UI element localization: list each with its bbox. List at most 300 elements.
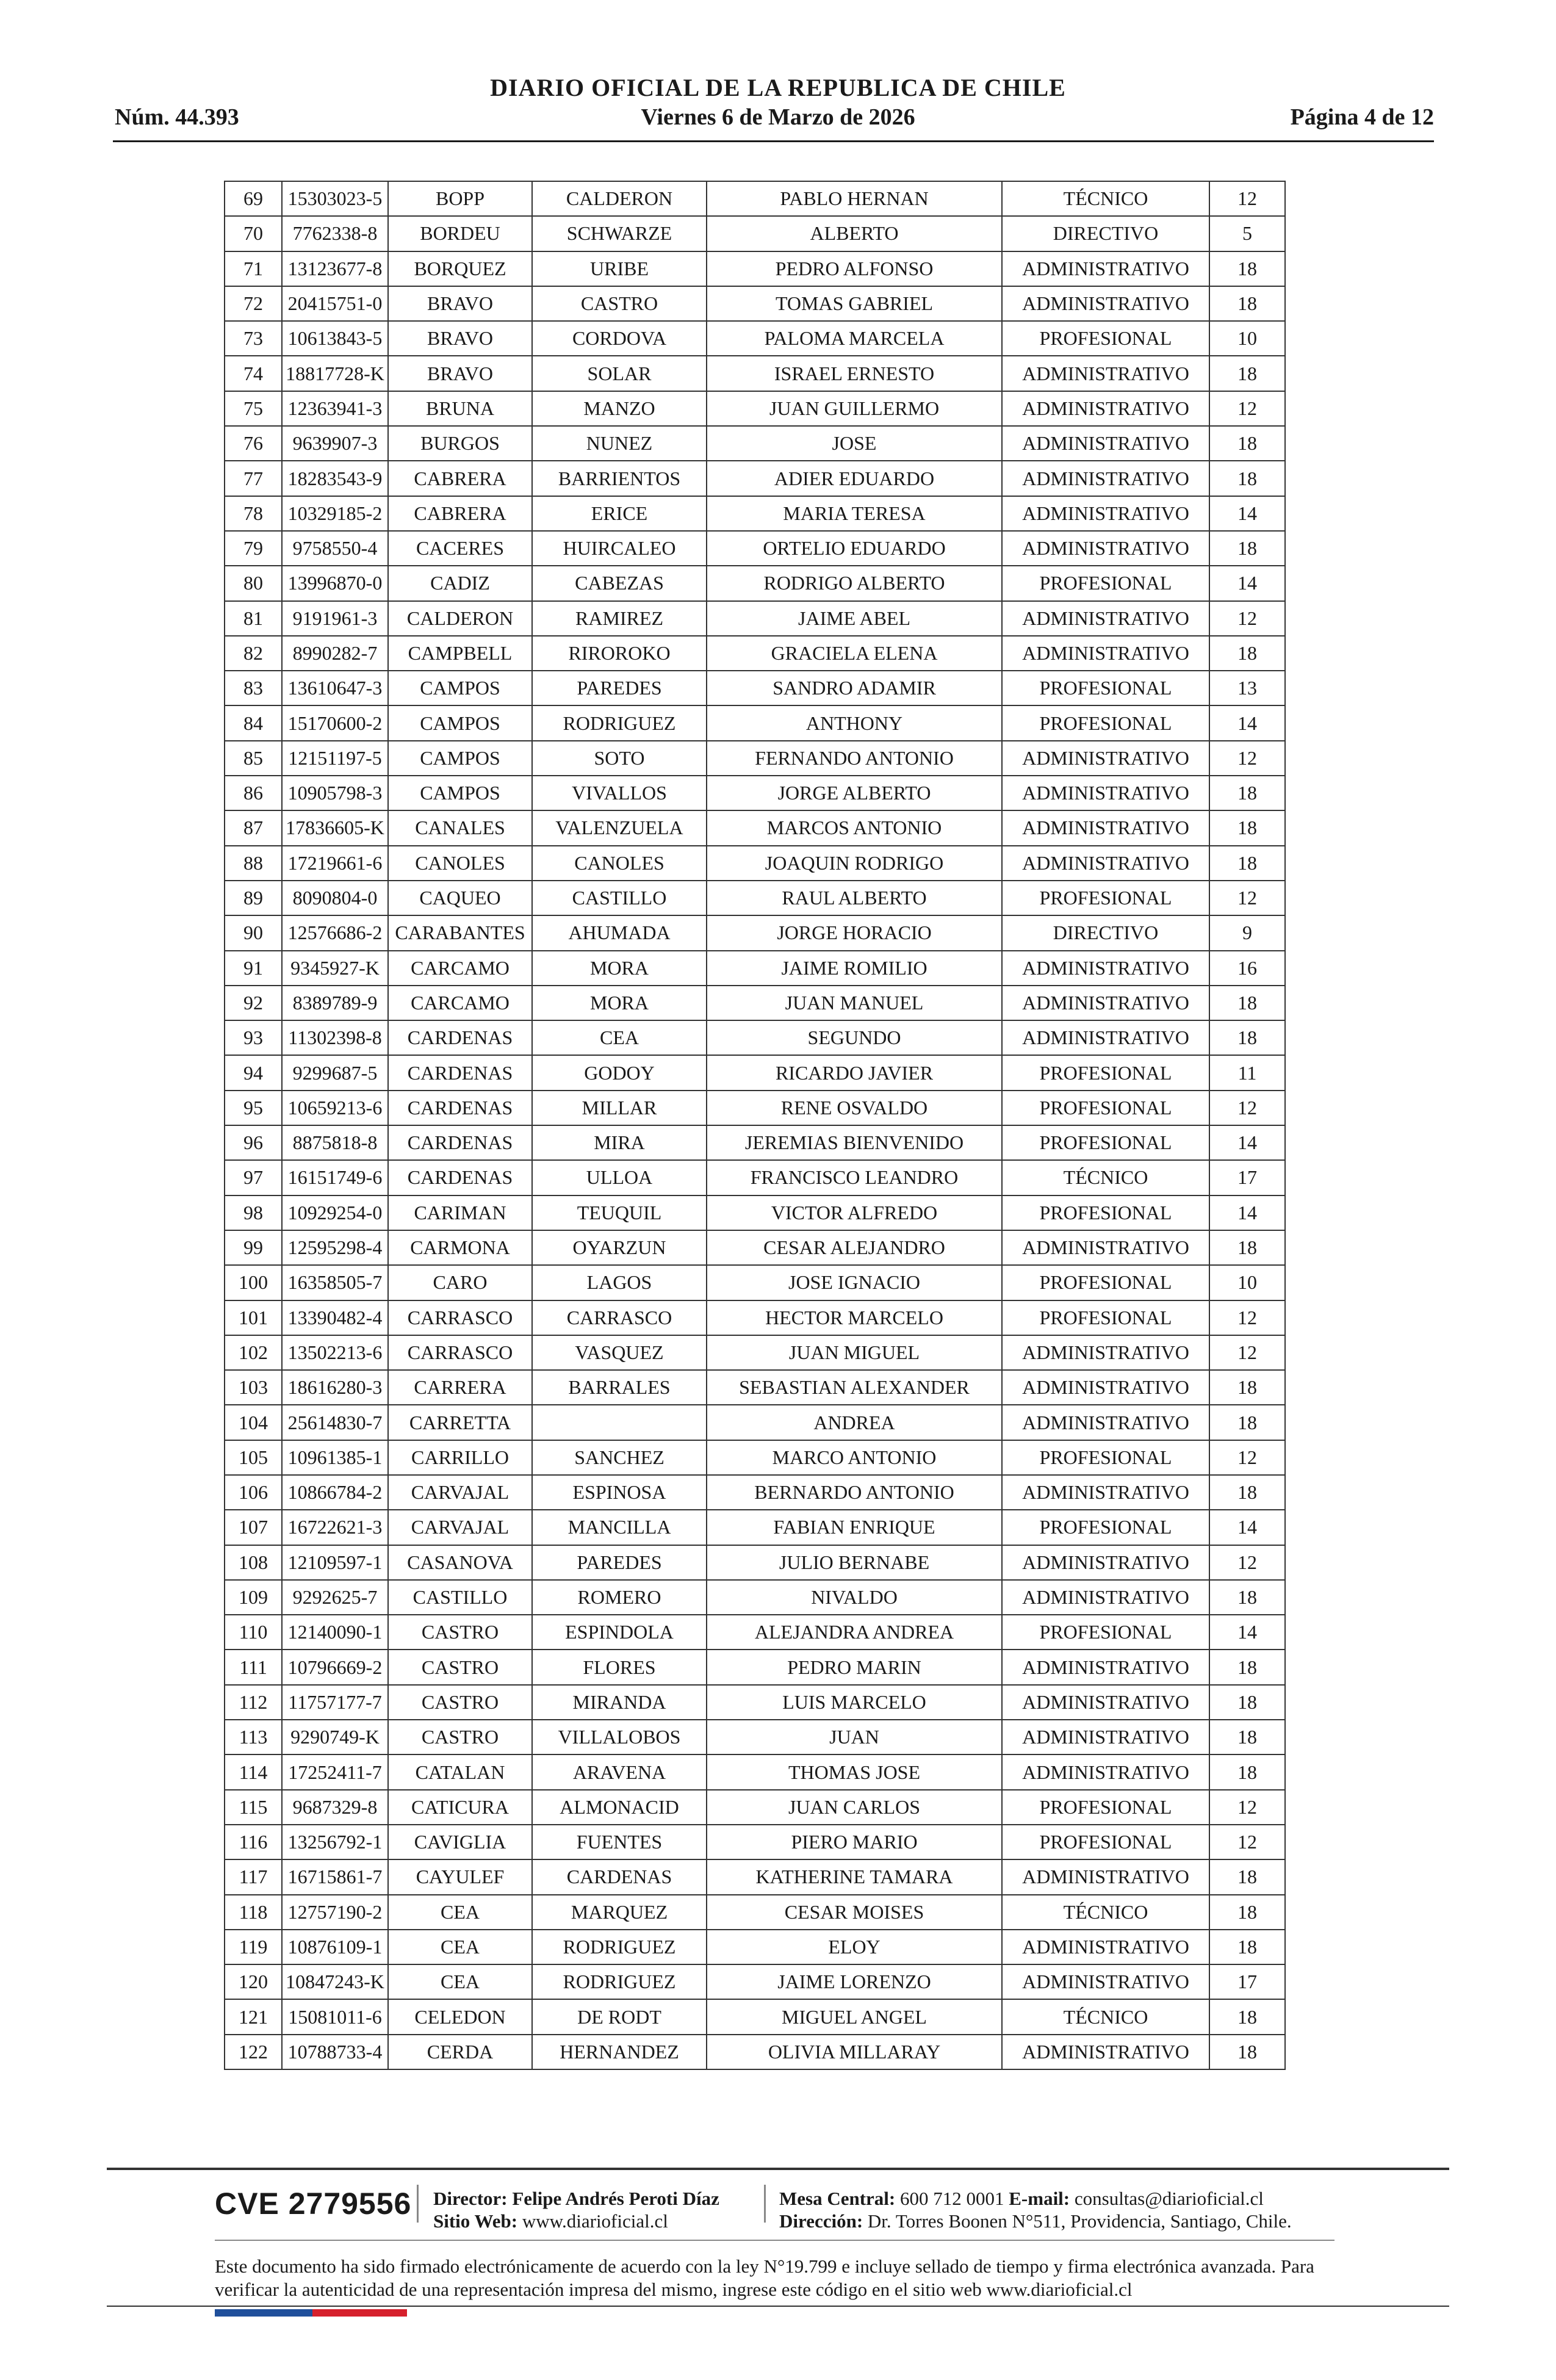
given-names-cell: SANDRO ADAMIR	[707, 671, 1002, 705]
rut-cell: 10876109-1	[282, 1930, 388, 1964]
website-label: Sitio Web:	[433, 2210, 518, 2232]
row-number: 78	[225, 496, 282, 531]
category-cell: ADMINISTRATIVO	[1002, 1405, 1209, 1440]
given-names-cell: VICTOR ALFREDO	[707, 1195, 1002, 1230]
given-names-cell: ALEJANDRA ANDREA	[707, 1615, 1002, 1650]
given-names-cell: KATHERINE TAMARA	[707, 1859, 1002, 1894]
first-surname-cell: CARCAMO	[388, 986, 532, 1020]
second-surname-cell: AHUMADA	[532, 915, 707, 950]
table-row	[225, 1895, 1285, 1930]
given-names-cell: JUAN	[707, 1720, 1002, 1754]
second-surname-cell: URIBE	[532, 251, 707, 286]
table-row	[225, 2035, 1285, 2069]
row-number: 99	[225, 1230, 282, 1265]
category-cell: PROFESIONAL	[1002, 1265, 1209, 1300]
grade-cell: 12	[1209, 1335, 1285, 1370]
category-cell: PROFESIONAL	[1002, 671, 1209, 705]
rut-cell: 12757190-2	[282, 1895, 388, 1930]
table-row	[225, 1790, 1285, 1825]
rut-cell: 9758550-4	[282, 531, 388, 566]
first-surname-cell: CAMPOS	[388, 671, 532, 705]
row-number: 71	[225, 251, 282, 286]
category-cell: ADMINISTRATIVO	[1002, 2035, 1209, 2069]
rut-cell: 18817728-K	[282, 356, 388, 391]
grade-cell: 12	[1209, 601, 1285, 636]
second-surname-cell: CALDERON	[532, 181, 707, 216]
category-cell: PROFESIONAL	[1002, 321, 1209, 356]
second-surname-cell: RODRIGUEZ	[532, 1964, 707, 1999]
row-number: 110	[225, 1615, 282, 1650]
second-surname-cell: HUIRCALEO	[532, 531, 707, 566]
row-number: 94	[225, 1055, 282, 1090]
table-row	[225, 1825, 1285, 1859]
category-cell: DIRECTIVO	[1002, 915, 1209, 950]
first-surname-cell: CEA	[388, 1964, 532, 1999]
table-body	[225, 181, 1285, 2069]
given-names-cell: PEDRO ALFONSO	[707, 251, 1002, 286]
second-surname-cell: BARRALES	[532, 1370, 707, 1405]
first-surname-cell: CAMPOS	[388, 705, 532, 740]
table-row	[225, 1230, 1285, 1265]
table-row	[225, 1020, 1285, 1055]
grade-cell: 18	[1209, 461, 1285, 496]
grade-cell: 12	[1209, 1790, 1285, 1825]
grade-cell: 12	[1209, 741, 1285, 776]
address-text: Dr. Torres Boonen N°511, Providencia, Santiago, Chile.	[867, 2210, 1292, 2232]
given-names-cell: ELOY	[707, 1930, 1002, 1964]
first-surname-cell: BRAVO	[388, 356, 532, 391]
first-surname-cell: CAMPOS	[388, 776, 532, 810]
second-surname-cell: CARRASCO	[532, 1300, 707, 1335]
grade-cell: 16	[1209, 951, 1285, 986]
rut-cell: 9290749-K	[282, 1720, 388, 1754]
category-cell: PROFESIONAL	[1002, 1790, 1209, 1825]
table-row	[225, 776, 1285, 810]
table-row	[225, 1405, 1285, 1440]
given-names-cell: PIERO MARIO	[707, 1825, 1002, 1859]
second-surname-cell: VASQUEZ	[532, 1335, 707, 1370]
given-names-cell: MIGUEL ANGEL	[707, 1999, 1002, 2034]
row-number: 100	[225, 1265, 282, 1300]
grade-cell: 10	[1209, 321, 1285, 356]
grade-cell: 12	[1209, 181, 1285, 216]
table-row	[225, 1160, 1285, 1195]
table-row	[225, 1650, 1285, 1684]
given-names-cell: JULIO BERNABE	[707, 1545, 1002, 1580]
footer-bottom-divider	[107, 2306, 1449, 2307]
table-row	[225, 391, 1285, 426]
second-surname-cell: ERICE	[532, 496, 707, 531]
category-cell: ADMINISTRATIVO	[1002, 1475, 1209, 1510]
given-names-cell: ANDREA	[707, 1405, 1002, 1440]
first-surname-cell: CATALAN	[388, 1754, 532, 1789]
second-surname-cell: ROMERO	[532, 1580, 707, 1615]
table-row	[225, 915, 1285, 950]
category-cell: ADMINISTRATIVO	[1002, 1650, 1209, 1684]
row-number: 104	[225, 1405, 282, 1440]
row-number: 108	[225, 1545, 282, 1580]
grade-cell: 17	[1209, 1964, 1285, 1999]
rut-cell: 10905798-3	[282, 776, 388, 810]
email-label: E-mail:	[1009, 2188, 1070, 2209]
second-surname-cell: MORA	[532, 986, 707, 1020]
first-surname-cell: CARDENAS	[388, 1091, 532, 1125]
grade-cell: 18	[1209, 1230, 1285, 1265]
given-names-cell: JOAQUIN RODRIGO	[707, 846, 1002, 881]
rut-cell: 16715861-7	[282, 1859, 388, 1894]
category-cell: ADMINISTRATIVO	[1002, 1754, 1209, 1789]
first-surname-cell: CARRILLO	[388, 1440, 532, 1475]
second-surname-cell: ULLOA	[532, 1160, 707, 1195]
table-row	[225, 601, 1285, 636]
first-surname-cell: CARDENAS	[388, 1125, 532, 1160]
row-number: 97	[225, 1160, 282, 1195]
first-surname-cell: CARDENAS	[388, 1055, 532, 1090]
given-names-cell: RICARDO JAVIER	[707, 1055, 1002, 1090]
second-surname-cell: MIRANDA	[532, 1685, 707, 1720]
given-names-cell: LUIS MARCELO	[707, 1685, 1002, 1720]
rut-cell: 12363941-3	[282, 391, 388, 426]
category-cell: ADMINISTRATIVO	[1002, 426, 1209, 461]
second-surname-cell: RODRIGUEZ	[532, 705, 707, 740]
rut-cell: 9687329-8	[282, 1790, 388, 1825]
director-line	[433, 2187, 719, 2210]
publication-title: DIARIO OFICIAL DE LA REPUBLICA DE CHILE	[490, 74, 1066, 101]
category-cell: PROFESIONAL	[1002, 1300, 1209, 1335]
rut-cell: 15081011-6	[282, 1999, 388, 2034]
grade-cell: 13	[1209, 671, 1285, 705]
table-row	[225, 881, 1285, 915]
second-surname-cell	[532, 1405, 707, 1440]
category-cell: ADMINISTRATIVO	[1002, 636, 1209, 671]
given-names-cell: ANTHONY	[707, 705, 1002, 740]
category-cell: ADMINISTRATIVO	[1002, 531, 1209, 566]
row-number: 121	[225, 1999, 282, 2034]
given-names-cell: ALBERTO	[707, 216, 1002, 251]
category-cell: ADMINISTRATIVO	[1002, 601, 1209, 636]
second-surname-cell: GODOY	[532, 1055, 707, 1090]
address-line	[779, 2210, 1292, 2232]
rut-cell: 7762338-8	[282, 216, 388, 251]
table-row	[225, 286, 1285, 321]
second-surname-cell: CARDENAS	[532, 1859, 707, 1894]
category-cell: ADMINISTRATIVO	[1002, 846, 1209, 881]
row-number: 106	[225, 1475, 282, 1510]
row-number: 112	[225, 1685, 282, 1720]
row-number: 114	[225, 1754, 282, 1789]
category-cell: ADMINISTRATIVO	[1002, 951, 1209, 986]
first-surname-cell: CABRERA	[388, 461, 532, 496]
table-row	[225, 426, 1285, 461]
row-number: 86	[225, 776, 282, 810]
grade-cell: 9	[1209, 915, 1285, 950]
given-names-cell: PABLO HERNAN	[707, 181, 1002, 216]
first-surname-cell: CADIZ	[388, 566, 532, 600]
table-row	[225, 636, 1285, 671]
table-row	[225, 531, 1285, 566]
director-label: Director:	[433, 2188, 508, 2209]
row-number: 91	[225, 951, 282, 986]
first-surname-cell: CALDERON	[388, 601, 532, 636]
rut-cell: 16358505-7	[282, 1265, 388, 1300]
second-surname-cell: RAMIREZ	[532, 601, 707, 636]
table-row	[225, 1720, 1285, 1754]
second-surname-cell: MANCILLA	[532, 1510, 707, 1545]
grade-cell: 18	[1209, 2035, 1285, 2069]
rut-cell: 13256792-1	[282, 1825, 388, 1859]
category-cell: ADMINISTRATIVO	[1002, 1930, 1209, 1964]
grade-cell: 18	[1209, 810, 1285, 845]
table-row	[225, 810, 1285, 845]
table-row	[225, 1195, 1285, 1230]
given-names-cell: CESAR ALEJANDRO	[707, 1230, 1002, 1265]
rut-cell: 9345927-K	[282, 951, 388, 986]
second-surname-cell: VALENZUELA	[532, 810, 707, 845]
grade-cell: 12	[1209, 1091, 1285, 1125]
first-surname-cell: CASANOVA	[388, 1545, 532, 1580]
second-surname-cell: CEA	[532, 1020, 707, 1055]
grade-cell: 12	[1209, 1545, 1285, 1580]
table-row	[225, 1370, 1285, 1405]
category-cell: ADMINISTRATIVO	[1002, 1580, 1209, 1615]
footer-separator	[417, 2185, 419, 2223]
grade-cell: 14	[1209, 496, 1285, 531]
rut-cell: 18616280-3	[282, 1370, 388, 1405]
row-number: 81	[225, 601, 282, 636]
first-surname-cell: CASTRO	[388, 1615, 532, 1650]
cve-code: CVE 2779556	[215, 2187, 412, 2221]
second-surname-cell: TEUQUIL	[532, 1195, 707, 1230]
grade-cell: 18	[1209, 286, 1285, 321]
second-surname-cell: CASTRO	[532, 286, 707, 321]
row-number: 116	[225, 1825, 282, 1859]
first-surname-cell: CARRERA	[388, 1370, 532, 1405]
row-number: 76	[225, 426, 282, 461]
row-number: 118	[225, 1895, 282, 1930]
second-surname-cell: PAREDES	[532, 1545, 707, 1580]
given-names-cell: CESAR MOISES	[707, 1895, 1002, 1930]
grade-cell: 17	[1209, 1160, 1285, 1195]
first-surname-cell: BOPP	[388, 181, 532, 216]
grade-cell: 12	[1209, 391, 1285, 426]
first-surname-cell: CEA	[388, 1930, 532, 1964]
second-surname-cell: ESPINOSA	[532, 1475, 707, 1510]
row-number: 92	[225, 986, 282, 1020]
rut-cell: 12595298-4	[282, 1230, 388, 1265]
row-number: 69	[225, 181, 282, 216]
given-names-cell: MARIA TERESA	[707, 496, 1002, 531]
first-surname-cell: CASTRO	[388, 1650, 532, 1684]
table-row	[225, 1754, 1285, 1789]
rut-cell: 10961385-1	[282, 1440, 388, 1475]
second-surname-cell: SOLAR	[532, 356, 707, 391]
rut-cell: 8389789-9	[282, 986, 388, 1020]
first-surname-cell: CAYULEF	[388, 1859, 532, 1894]
first-surname-cell: CASTRO	[388, 1685, 532, 1720]
phone-number: 600 712 0001	[900, 2188, 1004, 2209]
row-number: 77	[225, 461, 282, 496]
rut-cell: 12140090-1	[282, 1615, 388, 1650]
grade-cell: 14	[1209, 1615, 1285, 1650]
rut-cell: 9299687-5	[282, 1055, 388, 1090]
email-link[interactable]: consultas@diarioficial.cl	[1074, 2188, 1264, 2209]
given-names-cell: GRACIELA ELENA	[707, 636, 1002, 671]
first-surname-cell: CASTRO	[388, 1720, 532, 1754]
first-surname-cell: CEA	[388, 1895, 532, 1930]
rut-cell: 8990282-7	[282, 636, 388, 671]
first-surname-cell: CACERES	[388, 531, 532, 566]
row-number: 120	[225, 1964, 282, 1999]
table-row	[225, 951, 1285, 986]
table-row	[225, 1125, 1285, 1160]
table-row	[225, 1265, 1285, 1300]
rut-cell: 11302398-8	[282, 1020, 388, 1055]
grade-cell: 18	[1209, 1580, 1285, 1615]
category-cell: PROFESIONAL	[1002, 705, 1209, 740]
given-names-cell: OLIVIA MILLARAY	[707, 2035, 1002, 2069]
given-names-cell: JORGE ALBERTO	[707, 776, 1002, 810]
row-number: 103	[225, 1370, 282, 1405]
row-number: 75	[225, 391, 282, 426]
grade-cell: 12	[1209, 1300, 1285, 1335]
first-surname-cell: BURGOS	[388, 426, 532, 461]
grade-cell: 18	[1209, 356, 1285, 391]
second-surname-cell: DE RODT	[532, 1999, 707, 2034]
row-number: 115	[225, 1790, 282, 1825]
rut-cell: 15170600-2	[282, 705, 388, 740]
category-cell: ADMINISTRATIVO	[1002, 1230, 1209, 1265]
given-names-cell: JAIME LORENZO	[707, 1964, 1002, 1999]
row-number: 95	[225, 1091, 282, 1125]
given-names-cell: FABIAN ENRIQUE	[707, 1510, 1002, 1545]
given-names-cell: NIVALDO	[707, 1580, 1002, 1615]
category-cell: ADMINISTRATIVO	[1002, 1720, 1209, 1754]
rut-cell: 10866784-2	[282, 1475, 388, 1510]
given-names-cell: HECTOR MARCELO	[707, 1300, 1002, 1335]
category-cell: PROFESIONAL	[1002, 1615, 1209, 1650]
category-cell: ADMINISTRATIVO	[1002, 1335, 1209, 1370]
second-surname-cell: CABEZAS	[532, 566, 707, 600]
grade-cell: 18	[1209, 1475, 1285, 1510]
category-cell: ADMINISTRATIVO	[1002, 776, 1209, 810]
category-cell: ADMINISTRATIVO	[1002, 1020, 1209, 1055]
category-cell: PROFESIONAL	[1002, 1125, 1209, 1160]
first-surname-cell: CAMPBELL	[388, 636, 532, 671]
rut-cell: 13996870-0	[282, 566, 388, 600]
grade-cell: 10	[1209, 1265, 1285, 1300]
legal-notice: Este documento ha sido firmado electrónicamente de acuerdo con la ley N°19.799 e incluye sellado de tiempo y firma electrónica avanzada. Para verificar la autenticidad de una representación impresa del mismo, ingrese este código en el sitio web www.diarioficial.cl	[215, 2256, 1314, 2300]
grade-cell: 12	[1209, 1440, 1285, 1475]
table-row	[225, 671, 1285, 705]
category-cell: PROFESIONAL	[1002, 1195, 1209, 1230]
first-surname-cell: BRAVO	[388, 286, 532, 321]
grade-cell: 18	[1209, 1405, 1285, 1440]
grade-cell: 18	[1209, 846, 1285, 881]
footer-contact-block	[779, 2187, 1292, 2232]
rut-cell: 10613843-5	[282, 321, 388, 356]
row-number: 74	[225, 356, 282, 391]
category-cell: ADMINISTRATIVO	[1002, 1859, 1209, 1894]
row-number: 113	[225, 1720, 282, 1754]
category-cell: ADMINISTRATIVO	[1002, 1685, 1209, 1720]
first-surname-cell: CARRASCO	[388, 1335, 532, 1370]
category-cell: PROFESIONAL	[1002, 881, 1209, 915]
category-cell: ADMINISTRATIVO	[1002, 391, 1209, 426]
second-surname-cell: VILLALOBOS	[532, 1720, 707, 1754]
grade-cell: 18	[1209, 776, 1285, 810]
footer-separator	[764, 2185, 766, 2223]
grade-cell: 18	[1209, 531, 1285, 566]
grade-cell: 18	[1209, 1999, 1285, 2034]
personnel-table	[224, 181, 1286, 2070]
category-cell: PROFESIONAL	[1002, 1091, 1209, 1125]
table-row	[225, 846, 1285, 881]
category-cell: ADMINISTRATIVO	[1002, 741, 1209, 776]
row-number: 73	[225, 321, 282, 356]
website-link[interactable]: www.diarioficial.cl	[522, 2210, 668, 2232]
first-surname-cell: CARIMAN	[388, 1195, 532, 1230]
second-surname-cell: ARAVENA	[532, 1754, 707, 1789]
row-number: 93	[225, 1020, 282, 1055]
category-cell: ADMINISTRATIVO	[1002, 1964, 1209, 1999]
first-surname-cell: CARABANTES	[388, 915, 532, 950]
row-number: 117	[225, 1859, 282, 1894]
rut-cell: 25614830-7	[282, 1405, 388, 1440]
given-names-cell: JUAN MIGUEL	[707, 1335, 1002, 1370]
grade-cell: 14	[1209, 705, 1285, 740]
given-names-cell: ISRAEL ERNESTO	[707, 356, 1002, 391]
rut-cell: 11757177-7	[282, 1685, 388, 1720]
rut-cell: 17219661-6	[282, 846, 388, 881]
given-names-cell: JAIME ABEL	[707, 601, 1002, 636]
grade-cell: 18	[1209, 1720, 1285, 1754]
given-names-cell: FERNANDO ANTONIO	[707, 741, 1002, 776]
row-number: 89	[225, 881, 282, 915]
category-cell: TÉCNICO	[1002, 1999, 1209, 2034]
first-surname-cell: CARRASCO	[388, 1300, 532, 1335]
given-names-cell: PEDRO MARIN	[707, 1650, 1002, 1684]
grade-cell: 18	[1209, 1754, 1285, 1789]
rut-cell: 13502213-6	[282, 1335, 388, 1370]
row-number: 122	[225, 2035, 282, 2069]
first-surname-cell: CARMONA	[388, 1230, 532, 1265]
row-number: 105	[225, 1440, 282, 1475]
category-cell: ADMINISTRATIVO	[1002, 286, 1209, 321]
rut-cell: 13123677-8	[282, 251, 388, 286]
second-surname-cell: OYARZUN	[532, 1230, 707, 1265]
category-cell: TÉCNICO	[1002, 1895, 1209, 1930]
second-surname-cell: MILLAR	[532, 1091, 707, 1125]
category-cell: TÉCNICO	[1002, 1160, 1209, 1195]
given-names-cell: JOSE IGNACIO	[707, 1265, 1002, 1300]
row-number: 98	[225, 1195, 282, 1230]
rut-cell: 13610647-3	[282, 671, 388, 705]
row-number: 111	[225, 1650, 282, 1684]
second-surname-cell: FLORES	[532, 1650, 707, 1684]
category-cell: PROFESIONAL	[1002, 1825, 1209, 1859]
rut-cell: 12576686-2	[282, 915, 388, 950]
table-row	[225, 1055, 1285, 1090]
second-surname-cell: CORDOVA	[532, 321, 707, 356]
rut-cell: 20415751-0	[282, 286, 388, 321]
table-row	[225, 461, 1285, 496]
given-names-cell: JUAN CARLOS	[707, 1790, 1002, 1825]
first-surname-cell: CAQUEO	[388, 881, 532, 915]
table-row	[225, 1999, 1285, 2034]
category-cell: ADMINISTRATIVO	[1002, 496, 1209, 531]
category-cell: ADMINISTRATIVO	[1002, 461, 1209, 496]
row-number: 88	[225, 846, 282, 881]
